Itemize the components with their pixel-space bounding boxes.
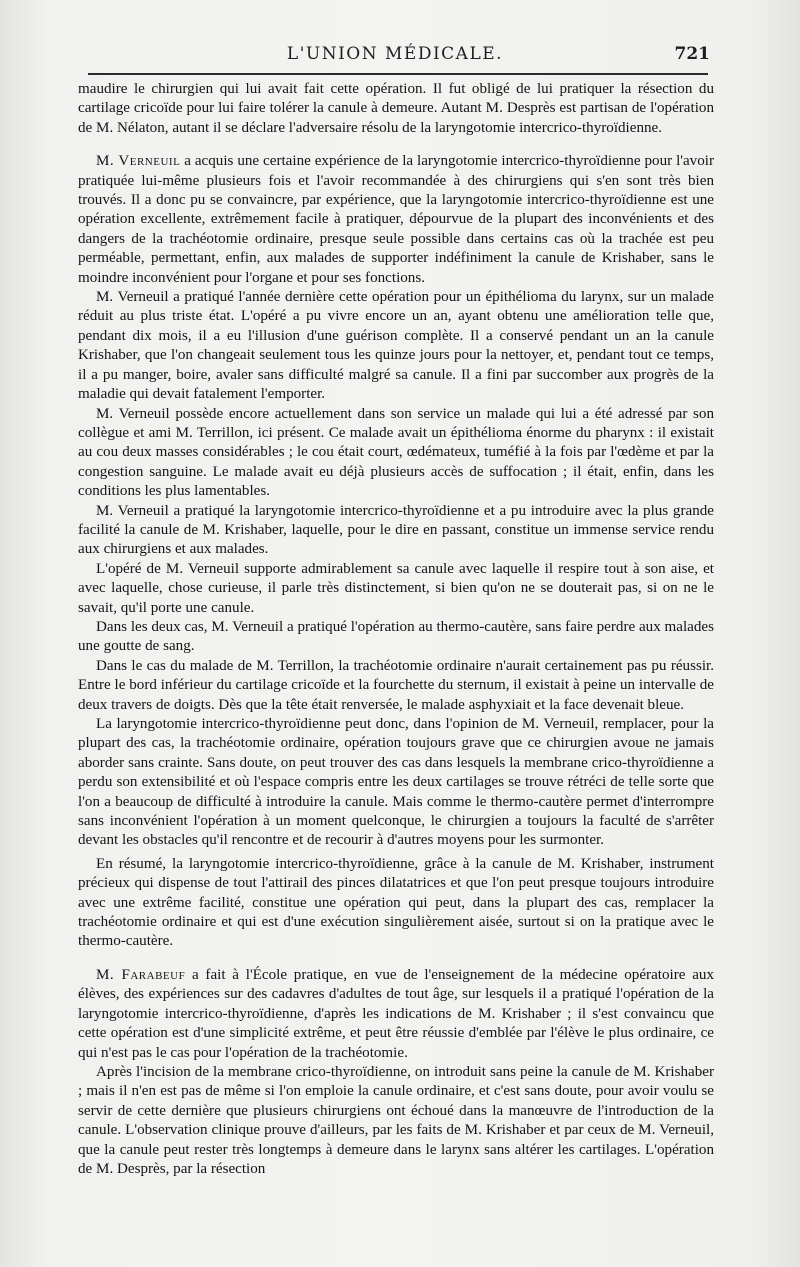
paragraph [78, 405, 714, 502]
paragraph [78, 715, 714, 851]
paragraph-text: M. Verneuil a pratiqué l'année dernière cette opération pour un épithélioma du larynx, sur un malade réduit au plus triste état. L'opéré a pu vivre encore un an, ayant obtenu une amélioration telle que, pendant dix mois, il a eu l'illusion d'une guérison complète. Il a conservé pendant un an la canule Krishaber, que l'on changeait seulement tous les quinze jours pour la nettoyer, et, pendant tout ce temps, il a pu manger, boire, avaler sans difficulté malgré sa canule. Il a fini par succomber aux progrès de la maladie qui devait fatalement l'emporter. [78, 289, 714, 403]
page-number: 721 [674, 44, 710, 64]
speaker-name: M. Farabeuf [96, 966, 186, 983]
paragraph [78, 618, 714, 657]
paragraph-text: maudire le chirurgien qui lui avait fait cette opération. Il fut obligé de lui pratiquer la résection du cartilage cricoïde pour lui faire tolérer la canule à demeure. Autant M. Desprès est partisan de l'opération de M. Nélaton, autant il se déclare l'adversaire résolu de la laryngotomie intercrico-thyroïdienne. [78, 81, 714, 136]
paragraph-text: Dans les deux cas, M. Verneuil a pratiqué l'opération au thermo-cautère, sans faire perdre aux malades une goutte de sang. [78, 618, 714, 655]
paragraph [78, 288, 714, 404]
article-body [78, 80, 714, 1179]
paragraph [78, 80, 714, 138]
paragraph [78, 966, 714, 1063]
paragraph [78, 560, 714, 618]
paragraph [78, 152, 714, 288]
paragraph-text: a acquis une certaine expérience de la laryngotomie intercrico-thyroïdienne pour l'avoir pratiquée lui-même plusieurs fois et l'avoir recommandée à des chirurgiens qui s'en sont très bien trouvés. Il a donc pu se convaincre, par expérience, que la laryngotomie intercrico-thyroïdienne est une opération excellente, extrêmement facile à pratiquer, dépourvue de la plupart des inconvénients et des dangers de la trachéotomie ordinaire, presque seule possible dans certains cas où la trachée est peu perméable, permettant, enfin, aux malades de supporter indéfiniment la canule de Krishaber, sans le moindre inconvénient pour l'organe et pour ses fonctions. [78, 153, 714, 286]
paragraph [78, 502, 714, 560]
paragraph-text: M. Verneuil a pratiqué la laryngotomie intercrico-thyroïdienne et a pu introduire avec la plus grande facilité la canule de M. Krishaber, laquelle, pour le dire en passant, constitue un immense service rendu aux chirurgiens et aux malades. [78, 502, 714, 558]
paragraph-text: Après l'incision de la membrane crico-thyroïdienne, on introduit sans peine la canule de M. Krishaber ; mais il n'en est pas de même si l'on emploie la canule ordinaire, et c'est sans doute, pour avoir voulu se servir de cette dernière que plusieurs chirurgiens ont échoué dans la manœuvre de l'introduction de la canule. L'observation clinique prouve d'ailleurs, par les faits de M. Krishaber et par ceux de M. Verneuil, que la canule peut rester très longtemps à demeure dans le larynx sans altérer les cartilages. L'opération de M. Desprès, par la résection [78, 1063, 714, 1177]
speaker-name: M. Verneuil [96, 153, 181, 170]
paragraph [78, 855, 714, 952]
paragraph-text: En résumé, la laryngotomie intercrico-thyroïdienne, grâce à la canule de M. Krishaber, instrument précieux qui dispense de tout l'attirail des pinces dilatatrices et que l'on peut presque toujours introduire avec une extrême facilité, constitue une opération qui peut, dans la plupart des cas, remplacer la trachéotomie ordinaire et qui est d'une exécution singulièrement aisée, surtout si on la pratique avec le thermo-cautère. [78, 855, 714, 950]
header-rule [88, 73, 708, 75]
paragraph-text: L'opéré de M. Verneuil supporte admirablement sa canule avec laquelle il respire tout à son aise, et avec laquelle, chose curieuse, il parle très distinctement, si bien qu'on ne se douterait pas, si on ne le savait, qu'il porte une canule. [78, 560, 714, 616]
paragraph-text: Dans le cas du malade de M. Terrillon, la trachéotomie ordinaire n'aurait certainement pas pu réussir. Entre le bord inférieur du cartilage cricoïde et la fourchette du sternum, il existait à peine un intervalle de deux travers de doigts. Dès que la tête était renversée, le malade asphyxiait et la face devenait bleue. [78, 657, 714, 713]
paragraph [78, 657, 714, 715]
paragraph-text: La laryngotomie intercrico-thyroïdienne peut donc, dans l'opinion de M. Verneuil, remplacer, pour la plupart des cas, la trachéotomie ordinaire, opération toujours grave que ce chirurgien avoue ne jamais aborder sans crainte. Sans doute, on peut trouver des cas dans lesquels la membrane crico-thyroïdienne a perdu son extensibilité et où l'espace compris entre les deux cartilages se trouve rétréci de telle sorte que l'on a beaucoup de difficulté à introduire la canule. Mais comme le thermo-cautère permet d'interrompre sans inconvénient l'opération à un moment quelconque, le chirurgien a toujours la faculté de s'arrêter devant les obstacles qu'il rencontre et de recourir à d'autres moyens pour les surmonter. [78, 716, 714, 849]
paragraph [78, 1063, 714, 1179]
page-header [80, 38, 710, 68]
running-title: L'UNION MÉDICALE. [286, 44, 504, 64]
paragraph-text: M. Verneuil possède encore actuellement dans son service un malade qui lui a été adressé par son collègue et ami M. Terrillon, ici présent. Ce malade avait un épithélioma énorme du pharynx : il existait au cou deux masses considérables ; le cou était court, œdémateux, tuméfié à la fois par l'œdème et par la congestion sanguine. Le malade avait eu déjà plusieurs accès de suffocation ; il était, enfin, dans les conditions les plus lamentables. [78, 405, 714, 500]
paragraph-text: a fait à l'École pratique, en vue de l'enseignement de la médecine opératoire aux élèves, des expériences sur des cadavres d'adultes de tout âge, sur lesquels il a pratiqué l'opération de la laryngotomie intercrico-thyroïdienne, d'après les indications de M. Krishaber ; il s'est convaincu que cette opération est d'une simplicité extrême, et peut être réussie d'emblée par l'élève le plus ordinaire, ce qui n'est pas le cas pour l'opération de la trachéotomie. [78, 966, 714, 1061]
